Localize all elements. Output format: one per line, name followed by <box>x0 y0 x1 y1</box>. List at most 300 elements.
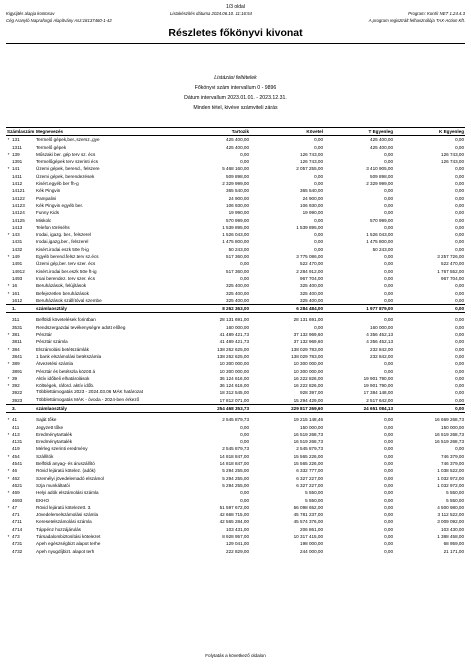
debit-value: 24 900,00 <box>228 195 250 201</box>
account-number: 384 <box>12 346 20 352</box>
k-balance-value: 0,00 <box>455 368 465 374</box>
account-name: Beruházások szállítóval szembe <box>36 297 102 303</box>
debit-value: 138 262 625,00 <box>217 346 250 352</box>
header-program: Program: Kontír NET 1.24.4.3 <box>408 11 465 16</box>
table-row <box>6 187 465 194</box>
credit-value: 37 132 969,60 <box>293 332 324 338</box>
account-name: Belföldi követelések forintban <box>36 317 96 323</box>
debit-value: 517 360,00 <box>226 254 250 260</box>
t-balance-value: 0,00 <box>384 254 394 260</box>
credit-value: 6 332 777,00 <box>296 468 324 474</box>
table-row <box>6 297 465 305</box>
debit-value: 0,00 <box>240 497 250 503</box>
t-balance-value: 0,00 <box>384 261 394 267</box>
credit-value: 229 817 269,60 <box>250 404 324 412</box>
t-balance-value: 4 356 452,13 <box>366 339 394 345</box>
t-balance-value: 232 842,00 <box>370 353 394 359</box>
account-number: 161 <box>12 290 20 296</box>
debit-value: 106 930,00 <box>226 202 250 208</box>
row-marker: * <box>7 431 10 437</box>
table-row <box>6 136 465 144</box>
k-balance-value: 0,00 <box>455 353 465 359</box>
k-balance-value: 0,00 <box>394 404 465 412</box>
credit-value: 0,00 <box>314 232 324 238</box>
account-name: Kisért.irodai eszk 50e ft-ig <box>36 246 89 252</box>
debit-value: 103 431,00 <box>226 526 250 532</box>
k-balance-value: 746 379,00 <box>441 453 465 459</box>
t-balance-value: 0,00 <box>384 290 394 296</box>
credit-value: 45 574 376,00 <box>293 519 324 525</box>
t-balance-value: 19 901 790,00 <box>363 375 394 381</box>
t-balance-value: 0,00 <box>384 159 394 165</box>
account-name: Irodai,igazg.ber., felszerel <box>36 239 89 245</box>
t-balance-value: 0,00 <box>384 548 394 554</box>
account-number: 454 <box>12 453 20 459</box>
subtotal-row <box>6 404 465 412</box>
account-name: Pampalini <box>36 195 57 201</box>
t-balance-value: 24 651 084,13 <box>324 404 394 412</box>
filter-date-range: Dátum intervallum 2023.01.01. - 2023.12.31. <box>184 95 287 101</box>
k-balance-value: 522 470,00 <box>441 261 465 267</box>
table-row <box>6 445 465 452</box>
table-row <box>6 424 465 431</box>
k-balance-value: 0,00 <box>455 239 465 245</box>
account-name: Termelő gépek,ber.,szersz.,gye <box>36 137 100 143</box>
t-balance-value: 0,00 <box>384 368 394 374</box>
t-balance-value: 0,00 <box>384 446 394 452</box>
credit-value: 325 400,00 <box>300 283 324 289</box>
k-balance-value: 0,00 <box>455 290 465 296</box>
table-row <box>6 548 465 555</box>
t-balance-value: 0,00 <box>384 424 394 430</box>
account-name: Üzemi gépek, berend., felszere <box>36 166 100 172</box>
account-name: számlaosztály <box>35 404 176 412</box>
credit-value: 28 131 691,00 <box>293 317 324 323</box>
t-balance-value: 0,00 <box>384 188 394 194</box>
credit-value: 0,00 <box>314 217 324 223</box>
table-row <box>6 331 465 338</box>
credit-value: 0,00 <box>314 181 324 187</box>
credit-value: 15 565 226,00 <box>293 453 324 459</box>
credit-value: 0,00 <box>314 239 324 245</box>
table-row <box>6 253 465 260</box>
table-row <box>6 368 465 375</box>
t-balance-value: 3 410 905,00 <box>366 166 394 172</box>
account-name: Kisért.irodai ber.eszk 50e ft-ig <box>36 268 97 274</box>
account-name: Saját tőke <box>36 417 57 423</box>
k-balance-value: 0,00 <box>455 346 465 352</box>
credit-value: 0,00 <box>314 144 324 150</box>
k-balance-value: 4 500 980,00 <box>437 504 465 510</box>
table-row <box>6 260 465 267</box>
account-number: 3841 <box>12 353 23 359</box>
debit-value: 0,00 <box>240 151 250 157</box>
account-number: 1432 <box>12 246 23 252</box>
account-name: Átvezetési számla <box>36 361 74 367</box>
credit-value: 138 029 783,00 <box>291 346 324 352</box>
table-row <box>6 202 465 209</box>
filter-items: Minden tétel, kivéve számviteli zárás <box>193 105 278 111</box>
col-credit-header: Követel <box>250 128 324 136</box>
k-balance-value: 0,00 <box>455 361 465 367</box>
t-balance-value: 0,00 <box>384 482 394 488</box>
k-balance-value: 0,00 <box>455 297 465 303</box>
debit-value: 18 312 545,00 <box>219 390 250 396</box>
account-number: 4621 <box>12 482 23 488</box>
account-number: 14123 <box>12 202 25 208</box>
t-balance-value: 0,00 <box>384 202 394 208</box>
account-name: 1 bank elszámolási betétszámla <box>36 353 102 359</box>
ledger-body <box>6 136 465 555</box>
account-number: 471 <box>12 512 20 518</box>
debit-value: 425 400,00 <box>226 144 250 150</box>
debit-value: 2 545 879,73 <box>222 417 250 423</box>
t-balance-value: 0,00 <box>384 490 394 496</box>
debit-value: 17 812 071,00 <box>219 397 250 403</box>
t-balance-value: 0,00 <box>384 275 394 281</box>
table-row <box>6 290 465 297</box>
t-balance-value: 0,00 <box>384 317 394 323</box>
table-header-row <box>6 128 465 136</box>
row-marker: * <box>7 332 10 338</box>
credit-value: 15 294 429,00 <box>293 397 324 403</box>
account-number: 1391 <box>12 159 23 165</box>
k-balance-value: 967 704,00 <box>441 275 465 281</box>
account-number: 3811 <box>12 339 22 345</box>
debit-value: 254 468 353,73 <box>176 404 250 412</box>
account-name: Kisért.egyéb ber fh-g <box>36 181 79 187</box>
table-row <box>6 217 465 224</box>
k-balance-value: 0,00 <box>455 144 465 150</box>
debit-value: 2 329 999,00 <box>222 181 250 187</box>
table-row <box>6 238 465 245</box>
k-balance-value: 5 550,00 <box>446 497 465 503</box>
header-list-date: Listakészítés dátuma 2024.06.10. 11:16:54 <box>170 11 252 16</box>
account-name: Befejezetlen beruházások <box>36 290 89 296</box>
account-name: Szállítók <box>36 453 54 459</box>
account-name: Társadalombiztosítási kötelezet <box>36 534 101 540</box>
table-row <box>6 268 465 275</box>
credit-value: 522 470,00 <box>300 261 324 267</box>
t-balance-value: 232 842,00 <box>370 346 394 352</box>
debit-value: 365 540,00 <box>226 188 250 194</box>
credit-value: 138 029 783,00 <box>291 353 324 359</box>
account-name: Elszámolási betétszámlák <box>36 346 89 352</box>
account-name: Rövid lejáratú kötelezett. 3. <box>36 504 92 510</box>
title-divider <box>6 43 465 44</box>
table-row <box>6 195 465 202</box>
t-balance-value: 0,00 <box>384 224 394 230</box>
account-number: 149 <box>12 254 20 260</box>
debit-value: 14 818 847,00 <box>219 453 250 459</box>
table-row <box>6 382 465 389</box>
account-name: Üzemi gép,ber. terv szer. écs <box>36 261 96 267</box>
account-number: 47 <box>12 504 18 510</box>
credit-value: 0,00 <box>314 324 324 330</box>
row-marker: * <box>7 534 10 540</box>
debit-value: 41 489 421,73 <box>219 339 250 345</box>
account-number: 14125 <box>12 217 25 223</box>
credit-value: 150 000,00 <box>300 424 324 430</box>
account-number: 1431 <box>12 239 23 245</box>
account-name: számlaosztály <box>35 305 176 313</box>
k-balance-value: 0,00 <box>455 232 465 238</box>
credit-value: 198 000,00 <box>300 541 324 547</box>
account-number: 139 <box>12 151 20 157</box>
account-name: Műszaki ber. gép terv sz. écs <box>36 151 96 157</box>
k-balance-value: 0,00 <box>455 224 465 230</box>
debit-value: 42 565 284,00 <box>219 519 250 525</box>
account-name: Mérleg szerinti eredmény <box>36 446 88 452</box>
credit-value: 126 743,00 <box>300 159 324 165</box>
header-registered: A program regisztrált felhasználója TAX-Action Kft. <box>368 18 465 23</box>
account-name: Kék Pingvin egyéb ber. <box>36 202 84 208</box>
table-row <box>6 173 465 180</box>
account-name: Helyi adók elszámolási számla <box>36 490 99 496</box>
col-k-balance-header: K Egyenleg <box>394 128 465 136</box>
debit-value: 41 489 421,73 <box>219 332 250 338</box>
account-name: Eredménytartalék <box>36 439 73 445</box>
account-name: Beruházások, felújítások <box>36 283 87 289</box>
account-number: 4693 <box>12 497 23 503</box>
t-balance-value: 0,00 <box>384 195 394 201</box>
row-marker: * <box>7 346 10 352</box>
account-name: Üzemi gépek, berendezések <box>36 173 95 179</box>
account-number: 1612 <box>12 297 23 303</box>
k-balance-value: 1 032 972,00 <box>437 482 465 488</box>
row-marker: * <box>7 283 10 289</box>
k-balance-value: 0,00 <box>455 332 465 338</box>
account-number: 14124 <box>12 210 25 216</box>
t-balance-value: 0,00 <box>384 297 394 303</box>
k-balance-value: 150 000,00 <box>441 424 465 430</box>
table-row <box>6 416 465 423</box>
debit-value: 325 400,00 <box>226 283 250 289</box>
debit-value: 5 294 255,00 <box>222 482 250 488</box>
account-name: Egyéb berend.felsz.terv sz.écs <box>36 254 99 260</box>
account-name: Rendszergazdai tevékenységre adott előleg <box>36 324 126 330</box>
debit-value: 10 300 000,00 <box>219 361 250 367</box>
account-name: Jegyzett tőke <box>36 424 64 430</box>
account-number: 1493 <box>12 275 23 281</box>
account-number: 3531 <box>12 324 23 330</box>
page-number: 1/3 oldal <box>226 4 245 10</box>
account-name: EKHO <box>36 497 50 503</box>
k-balance-value: 0,00 <box>455 217 465 223</box>
account-number: 1412 <box>12 181 23 187</box>
credit-value: 19 990,00 <box>302 210 324 216</box>
account-name: Pénztár <box>36 332 52 338</box>
table-row <box>6 431 465 438</box>
debit-value: 36 124 616,00 <box>219 375 250 381</box>
credit-value: 106 930,00 <box>300 202 324 208</box>
account-number: 46 <box>12 468 18 474</box>
table-row <box>6 475 465 482</box>
table-row <box>6 231 465 238</box>
t-balance-value: 0,00 <box>384 468 394 474</box>
t-balance-value: 0,00 <box>384 519 394 525</box>
k-balance-value: 0,00 <box>455 339 465 345</box>
debit-value: 5 294 255,00 <box>222 475 250 481</box>
debit-value: 0,00 <box>240 275 250 281</box>
debit-value: 19 990,00 <box>228 210 250 216</box>
table-row <box>6 275 465 282</box>
ledger-table <box>6 127 465 555</box>
account-number: 413 <box>12 431 20 437</box>
t-balance-value: 425 400,00 <box>370 137 394 143</box>
k-balance-value: 0,00 <box>455 324 465 330</box>
debit-value: 28 131 691,00 <box>219 317 250 323</box>
t-balance-value: 4 356 452,13 <box>366 332 394 338</box>
header-company-left: Kigyújtés alapja kontosav <box>6 11 55 16</box>
credit-value: 19 215 148,46 <box>293 417 324 423</box>
credit-value: 10 300 000,00 <box>293 368 324 374</box>
account-name: Funny Kids <box>36 210 59 216</box>
table-row <box>6 353 465 360</box>
debit-value: 325 400,00 <box>226 297 250 303</box>
debit-value: 0,00 <box>240 431 250 437</box>
k-balance-value: 5 550,00 <box>446 490 465 496</box>
k-balance-value: 0,00 <box>455 383 465 389</box>
k-balance-value: 0,00 <box>455 202 465 208</box>
account-number: 14122 <box>12 195 25 201</box>
account-name: Rövid lejáratú kötelez. (adók) <box>36 468 96 474</box>
filter-account-range: Főkönyvi szám intervallum 0 - 9896 <box>194 85 277 91</box>
debit-value: 509 898,00 <box>226 173 250 179</box>
k-balance-value: 68 959,00 <box>443 541 465 547</box>
credit-value: 16 222 826,00 <box>293 375 324 381</box>
k-balance-value: 0,00 <box>455 166 465 172</box>
table-row <box>6 540 465 547</box>
credit-value: 3 775 086,00 <box>296 254 324 260</box>
debit-value: 0,00 <box>240 490 250 496</box>
t-balance-value: 0,00 <box>384 283 394 289</box>
credit-value: 1 539 895,00 <box>296 224 324 230</box>
account-number: 4731 <box>12 541 23 547</box>
k-balance-value: 0,00 <box>455 390 465 396</box>
col-account-header: Számlaszám <box>7 129 35 134</box>
debit-value: 1 539 895,00 <box>222 224 250 230</box>
account-number: 473 <box>12 534 20 540</box>
table-row <box>6 151 465 158</box>
table-row <box>6 209 465 216</box>
account-name: Eredménytartalék <box>36 431 73 437</box>
debit-value: 1 475 800,00 <box>222 239 250 245</box>
account-number: 311 <box>12 317 20 323</box>
table-row <box>6 438 465 445</box>
account-number: 3891 <box>12 368 23 374</box>
debit-value: 0,00 <box>240 261 250 267</box>
account-number: 4711 <box>12 519 22 525</box>
t-balance-value: 0,00 <box>384 439 394 445</box>
account-number: 1491 <box>12 261 23 267</box>
account-number: 1413 <box>12 224 23 230</box>
t-balance-value: 0,00 <box>384 534 394 540</box>
debit-value: 129 041,00 <box>226 541 250 547</box>
account-name: Belföldi anyag- és áruszállító <box>36 461 95 467</box>
k-balance-value: 1 767 552,00 <box>437 268 465 274</box>
k-balance-value: 16 519 268,73 <box>434 431 465 437</box>
t-balance-value: 160 000,00 <box>370 324 394 330</box>
k-balance-value: 0,00 <box>455 246 465 252</box>
debit-value: 0,00 <box>240 159 250 165</box>
debit-value: 0,00 <box>240 439 250 445</box>
account-name: Apeh egészségbizt alapot terhe <box>36 541 101 547</box>
debit-value: 51 597 672,00 <box>219 504 250 510</box>
k-balance-value: 0,00 <box>455 317 465 323</box>
t-balance-value: 0,00 <box>384 541 394 547</box>
debit-value: 325 400,00 <box>226 290 250 296</box>
debit-value: 5 294 255,00 <box>222 468 250 474</box>
account-number: 1411 <box>12 173 22 179</box>
account-number: 131 <box>12 137 20 143</box>
t-balance-value: 0,00 <box>384 210 394 216</box>
t-balance-value: 1 977 879,00 <box>324 305 394 313</box>
account-name: Termelő gépek <box>36 144 67 150</box>
account-number: 4131 <box>12 439 23 445</box>
account-number: 143 <box>12 232 20 238</box>
account-name: Kék Pingvin <box>36 188 61 194</box>
table-row <box>6 338 465 345</box>
t-balance-value: 19 901 790,00 <box>363 383 394 389</box>
debit-value: 8 262 363,00 <box>176 305 250 313</box>
table-row <box>6 316 465 323</box>
table-row <box>6 389 465 396</box>
credit-value: 365 540,00 <box>300 188 324 194</box>
k-balance-value: 3 112 522,00 <box>437 512 465 518</box>
k-balance-value: 1 388 458,00 <box>437 534 465 540</box>
account-name: Pénztár számla <box>36 339 68 345</box>
k-balance-value: 0,00 <box>455 137 465 143</box>
t-balance-value: 0,00 <box>384 417 394 423</box>
credit-value: 6 327 227,00 <box>296 475 324 481</box>
credit-value: 0,00 <box>314 246 324 252</box>
account-name: Iroai berendez. terv szer. écs <box>36 275 95 281</box>
row-marker: * <box>7 137 10 143</box>
k-balance-value: 126 743,00 <box>441 151 465 157</box>
t-balance-value: 0,00 <box>384 461 394 467</box>
credit-value: 0,00 <box>314 173 324 179</box>
debit-value: 5 468 160,00 <box>222 166 250 172</box>
account-number: 462 <box>12 475 20 481</box>
credit-value: 6 284 484,00 <box>250 305 324 313</box>
row-marker: * <box>7 166 10 172</box>
credit-value: 325 400,00 <box>300 290 324 296</box>
debit-value: 160 000,00 <box>226 324 250 330</box>
table-row <box>6 453 465 460</box>
credit-value: 24 900,00 <box>302 195 324 201</box>
debit-value: 50 243,00 <box>228 246 250 252</box>
credit-value: 6 327 227,00 <box>296 482 324 488</box>
table-row <box>6 246 465 253</box>
t-balance-value: 17 384 148,00 <box>363 390 394 396</box>
credit-value: 967 704,00 <box>300 275 324 281</box>
account-number: 14121 <box>12 188 25 194</box>
account-number: 411 <box>12 424 20 430</box>
col-name-header: Megnevezés <box>35 128 176 136</box>
table-row <box>6 144 465 151</box>
col-debit-header: Tartozik <box>176 128 250 136</box>
k-balance-value: 0,00 <box>394 305 465 313</box>
row-marker: * <box>7 290 10 296</box>
t-balance-value: 0,00 <box>384 512 394 518</box>
account-number: 16 <box>12 283 18 289</box>
credit-value: 0,00 <box>314 137 324 143</box>
table-row <box>6 224 465 231</box>
k-balance-value: 21 171,00 <box>443 548 465 554</box>
account-number: 141 <box>12 166 20 172</box>
t-balance-value: 0,00 <box>384 361 394 367</box>
